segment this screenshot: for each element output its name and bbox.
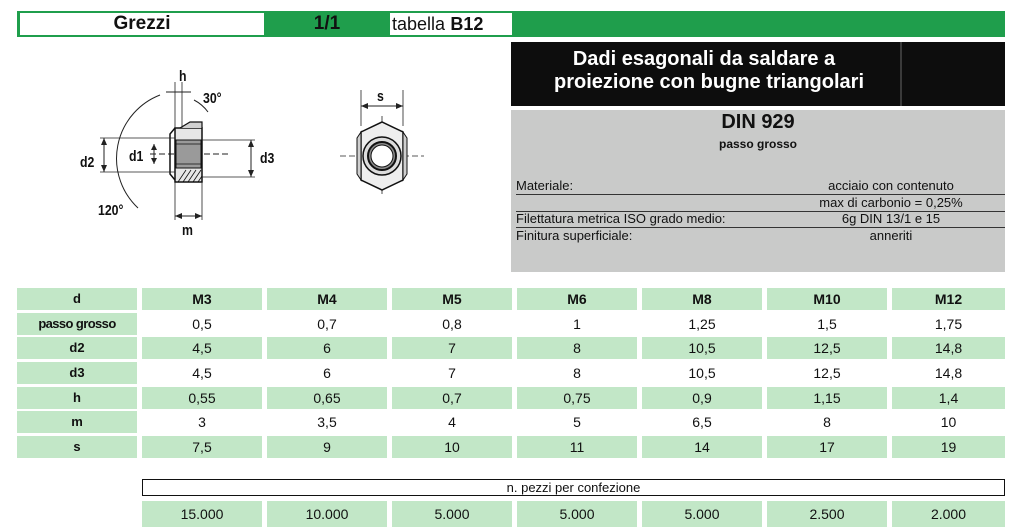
spec-row [516, 228, 1005, 244]
product-title-line1: Dadi esagonali da saldare a [572, 48, 836, 70]
table-header-cell: M8 [642, 288, 762, 310]
table-cell: 4 [448, 414, 456, 431]
table-cell: 10,5 [642, 337, 762, 359]
table-code: B12 [450, 14, 484, 34]
quantity-cell: 2.000 [892, 501, 1005, 527]
title-divider [900, 42, 902, 106]
spec-row [516, 211, 1005, 227]
table-cell: 10 [392, 436, 512, 458]
d3-label: d3 [260, 150, 275, 167]
table-row [17, 387, 1005, 412]
table-row [17, 313, 1005, 338]
table-cell: 1,25 [688, 315, 716, 332]
table-row-label: d3 [17, 362, 137, 384]
table-cell: 4,5 [142, 337, 262, 359]
table-cell: 1,5 [817, 315, 837, 332]
front-view-drawing [330, 80, 440, 210]
table-cell: 0,7 [392, 387, 512, 409]
table-cell: 0,9 [642, 387, 762, 409]
table-cell: 0,7 [317, 315, 337, 332]
table-cell: 8 [573, 365, 581, 382]
table-cell: 10,5 [688, 365, 716, 382]
table-row-label: s [17, 436, 137, 458]
d1-label: d1 [129, 148, 144, 165]
side-view-drawing [70, 70, 290, 250]
d2-label: d2 [80, 154, 95, 171]
table-cell: 14,8 [934, 365, 963, 382]
angle-120-label: 120° [98, 202, 124, 219]
pitch-label: passo grosso [718, 137, 798, 151]
packaging-label: n. pezzi per confezione [142, 479, 1005, 496]
table-cell: 6 [267, 337, 387, 359]
spec-label: Finitura superficiale: [516, 228, 633, 243]
table-cell: 0,5 [192, 315, 212, 332]
s-label: s [377, 88, 384, 105]
quantity-cell: 2.500 [767, 501, 887, 527]
table-cell: 7 [448, 365, 456, 382]
quantity-cell: 10.000 [267, 501, 387, 527]
table-cell: 1,15 [767, 387, 887, 409]
table-cell: 3,5 [317, 414, 337, 431]
spec-box [511, 110, 1005, 272]
table-cell: 11 [517, 436, 637, 458]
table-cell: 0,55 [142, 387, 262, 409]
quantity-cell: 5.000 [517, 501, 637, 527]
spec-value: acciaio con contenuto [828, 178, 954, 193]
table-cell: 3 [198, 414, 206, 431]
spec-value: anneriti [869, 228, 913, 243]
quantity-cell: 5.000 [642, 501, 762, 527]
table-row-label: h [17, 387, 137, 409]
table-row-label: d2 [17, 337, 137, 359]
table-row [17, 436, 1005, 461]
table-header-cell: d [17, 288, 137, 310]
table-row [17, 411, 1005, 436]
table-row [17, 362, 1005, 387]
table-cell: 0,8 [442, 315, 462, 332]
table-cell: 6 [323, 365, 331, 382]
table-cell: 12,5 [813, 365, 841, 382]
table-cell: 10 [940, 414, 957, 431]
table-cell: 7,5 [142, 436, 262, 458]
table-cell: 9 [267, 436, 387, 458]
m-label: m [182, 222, 193, 239]
table-cell: 6,5 [692, 414, 712, 431]
table-cell: 5 [573, 414, 581, 431]
spec-label: Materiale: [516, 178, 574, 193]
side-view-svg [70, 70, 290, 250]
table-header-cell: M3 [142, 288, 262, 310]
table-header-cell: M5 [392, 288, 512, 310]
norm-label: DIN 929 [721, 111, 795, 133]
table-row [17, 337, 1005, 362]
table-cell: 8 [517, 337, 637, 359]
dimensions-table [17, 288, 1005, 461]
table-header-cell: M6 [517, 288, 637, 310]
table-cell: 14,8 [892, 337, 1005, 359]
table-reference [390, 13, 512, 35]
table-header-cell: M4 [267, 288, 387, 310]
angle-30-label: 30° [203, 90, 222, 107]
header-bar [17, 11, 1005, 37]
table-header-row [17, 288, 1005, 313]
product-title-line2: proiezione con bugne triangolari [553, 71, 865, 93]
packaging-quantities-row [142, 501, 1005, 527]
front-view-svg [330, 80, 440, 210]
table-row-label: m [17, 411, 137, 433]
table-cell: 14 [642, 436, 762, 458]
page-fraction: 1/1 [313, 13, 341, 34]
category-label: Grezzi [20, 13, 264, 35]
table-cell: 17 [767, 436, 887, 458]
table-cell: 7 [392, 337, 512, 359]
table-header-cell: M12 [892, 288, 1005, 310]
table-cell: 0,65 [267, 387, 387, 409]
table-cell: 8 [823, 414, 831, 431]
table-cell: 19 [892, 436, 1005, 458]
table-cell: 12,5 [767, 337, 887, 359]
table-header-cell: M10 [767, 288, 887, 310]
spec-row [516, 195, 1005, 211]
table-row-label: passo grosso [17, 313, 137, 335]
spec-value: max di carbonio = 0,25% [819, 195, 963, 210]
table-cell: 4,5 [192, 365, 212, 382]
spec-value: 6g DIN 13/1 e 15 [841, 211, 941, 226]
spec-row [516, 178, 1005, 194]
quantity-cell: 5.000 [392, 501, 512, 527]
spec-label: Filettatura metrica ISO grado medio: [516, 211, 726, 226]
table-cell: 1,75 [934, 315, 963, 332]
table-word: tabella [392, 14, 446, 34]
h-label: h [179, 68, 187, 85]
table-cell: 1 [573, 315, 581, 332]
table-cell: 1,4 [892, 387, 1005, 409]
quantity-cell: 15.000 [142, 501, 262, 527]
product-title-box [511, 42, 1005, 106]
table-cell: 0,75 [517, 387, 637, 409]
